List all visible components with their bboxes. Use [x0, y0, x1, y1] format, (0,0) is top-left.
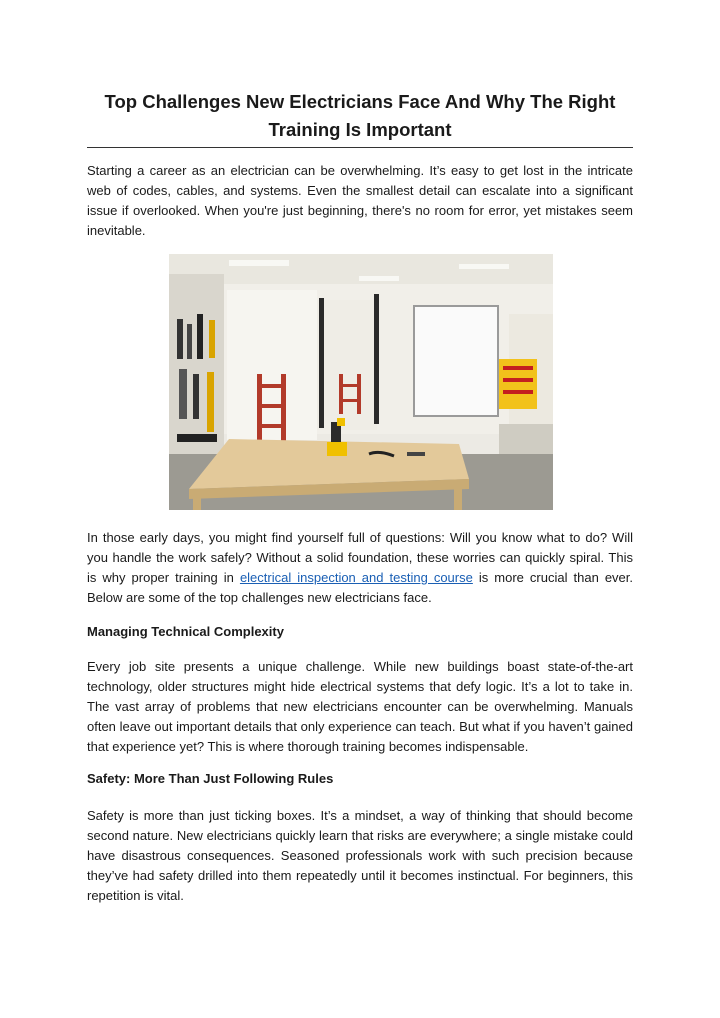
- workshop-photo: [169, 254, 553, 510]
- section-body: Every job site presents a unique challenge. While new buildings boast state-of-the-art technology, older structures might hide electrical systems that defy logic. It’s a lot to take in. The vast array of problems that new electricians encounter can be overwhelming. Manuals often leave out important details that only experience can teach. But what if you haven’t gained that experience yet? This is where thorough training becomes indispensable.: [87, 659, 633, 754]
- page-title: Top Challenges New Electricians Face And Why The Right Training Is Important: [104, 91, 616, 140]
- section-body: Safety is more than just ticking boxes. It’s a mindset, a way of thinking that should become second nature. New electricians quickly learn that risks are everywhere; a single mistake could have disastrous consequences. Seasoned professionals work with such precision because they’ve had safety drilled into them repeatedly until it becomes instinctual. For beginners, this repetition is vital.: [87, 808, 633, 903]
- intro-paragraph: Starting a career as an electrician can be overwhelming. It’s easy to get lost in the intricate web of codes, cables, and systems. Even the smallest detail can escalate into a significant issue if overlooked. When you're just beginning, there's no room for error, yet mistakes seem inevitable.: [87, 163, 633, 238]
- questions-text-before: In those early days, you might find yourself full of questions: Will you know what to do? Will you handle the work safely? Without a solid foundation, these worries can quickly spiral. This is why proper training in: [87, 530, 633, 585]
- questions-paragraph: [87, 528, 633, 608]
- section-heading: Managing Technical Complexity: [87, 624, 284, 639]
- section-heading: Safety: More Than Just Following Rules: [87, 771, 334, 786]
- title-divider: [87, 147, 633, 148]
- course-link[interactable]: electrical inspection and testing course: [239, 570, 473, 585]
- questions-text-after: is more crucial than ever. Below are some of the top challenges new electricians face.: [87, 570, 634, 605]
